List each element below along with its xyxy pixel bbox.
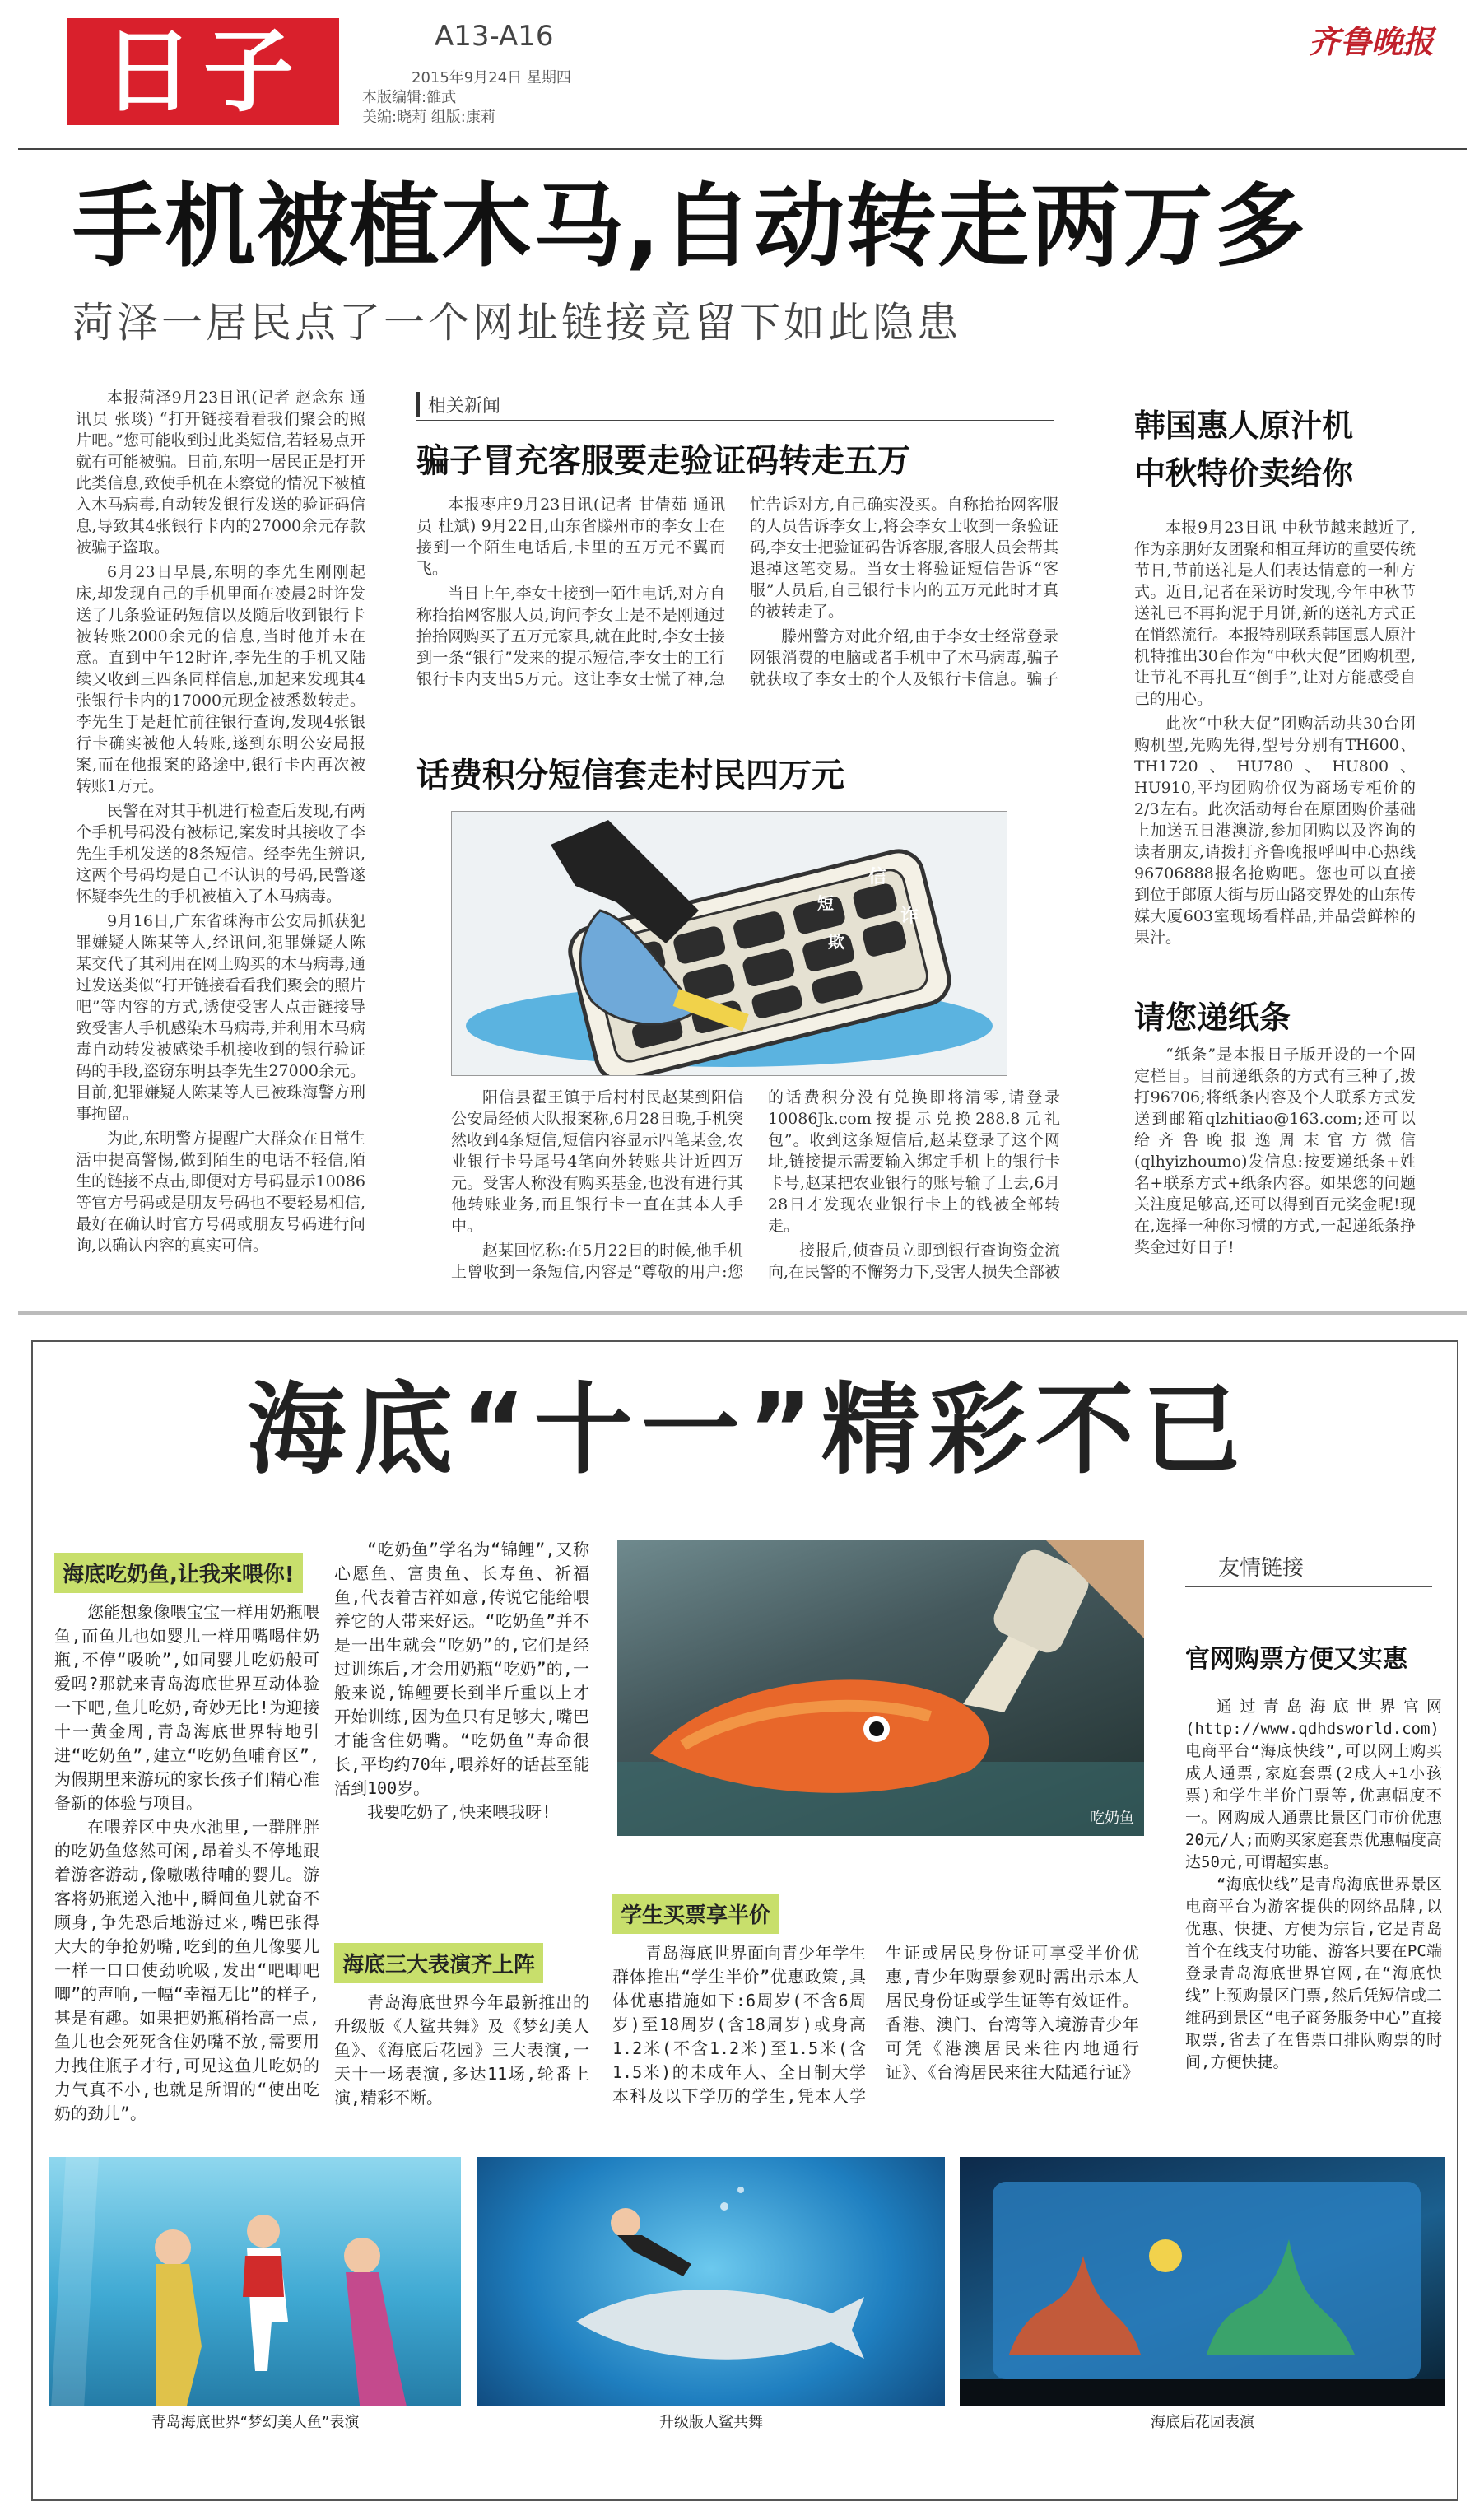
garden-photo — [960, 2157, 1445, 2437]
ad-section1-paragraph: 您能想象像喂宝宝一样用奶瓶喂鱼,而鱼儿也如婴儿一样用嘴喝住奶瓶,不停“吸吮”,如同婴儿吃奶般可爱吗?那就来青岛海底世界互动体验一下吧,鱼儿吃奶,奇妙无比!为迎接十一黄金周,青岛海底世界特地引进“吃奶鱼”,建立“吃奶鱼哺育区”,为假期里来游玩的家长孩子们精心准备新的体验与项目。 — [54, 1602, 319, 1813]
related-story2-headline: 话费积分短信套走村民四万元 — [416, 757, 844, 794]
story2-paragraph: 赵某回忆称:在5月22日的时候,他手机上曾收到一条短信,内容是“尊敬的用户:您的话费积分没有兑换即将清零,请登录10086Jk.com按提示兑换288.8元礼包”。收到这条短信后,赵某登录了这个网址,链接提示需要输入绑定手机上的银行卡卡号,赵某把农业银行的账号输了上去,6月28日才发现农业银行卡上的钱被全部转走。 — [451, 1088, 1060, 1281]
ad-section3-body — [612, 1941, 1139, 2129]
related-news-label: 相关新闻 — [416, 392, 500, 417]
cartoon-label-3: 欺 — [828, 932, 844, 952]
ad-section4-title: 官网购票方便又实惠 — [1185, 1645, 1407, 1674]
paper-name-logo: 齐鲁晚报 — [1309, 23, 1435, 60]
links-box — [1185, 1540, 1432, 1587]
ad-section1-title: 海底吃奶鱼,让我来喂你! — [54, 1553, 303, 1593]
lead-paragraph: 6月23日早晨,东明的李先生刚刚起床,却发现自己的手机里面在凌晨2时许发送了几条验证码短信以及随后收到银行卡被转账2000余元的信息,当时他并未在意。直到中午12时许,李先生的手机又陆续又收到三四条同样信息,加起来发现其4张银行卡内的17000元现金被悉数转走。李先生于是赶忙前往银行查询,发现4张银行卡确实被他人转账,遂到东明公安局报案,而在他报案的路途中,银行卡内再次被转账1万元。 — [76, 563, 365, 795]
ad-section1-paragraph: 在喂养区中央水池里,一群胖胖的吃奶鱼悠然可闲,昂着头不停地跟着游客游动,像嗷嗷待哺的婴儿。游客将奶瓶递入池中,瞬间鱼儿就奋不顾身,争先恐后地游过来,嘴巴张得大大的争抢奶嘴,吃到的鱼儿像婴儿一样一口口使劲吮吸,发出“吧唧吧唧”的声响,一幅“幸福无比”的样子,甚是有趣。如果把奶瓶稍抬高一点,鱼儿也会死死含住奶嘴不放,需要用力拽住瓶子才行,可见这鱼儿吃奶的力气真不小,也就是所谓的“使出吃奶的劲儿”。 — [54, 1817, 319, 2123]
fraud-cartoon-illustration — [452, 812, 1007, 1075]
page-design: 美编:晓莉 组版:康莉 — [362, 109, 495, 126]
right-story1-headline-1: 韩国惠人原汁机 — [1134, 408, 1354, 444]
section-logo-text: 日子 — [103, 19, 304, 124]
garden-illustration — [960, 2157, 1445, 2437]
lead-paragraph: 9月16日,广东省珠海市公安局抓获犯罪嫌疑人陈某等人,经讯问,犯罪嫌疑人陈某交代了其利用在网上购买的木马病毒,通过发送类似“打开链接看看我们聚会的照片吧”等内容的方式,诱使受害人点击链接导致受害人手机感染木马病毒,并利用木马病毒自动转发被感染手机接收到的银行验证码的手段,盗窃东明县李先生27000余元。目前,犯罪嫌疑人陈某等人已被珠海警方刑事拘留。 — [76, 912, 365, 1123]
mermaid-caption: 青岛海底世界“梦幻美人鱼”表演 — [49, 2406, 461, 2437]
shark-dance-photo — [477, 2157, 945, 2437]
fraud-cartoon — [451, 811, 1007, 1076]
right-story2-paragraph: “纸条”是本报日子版开设的一个固定栏目。目前递纸条的方式有三种了,拨打96706;将纸条内容及个人联系方式发送到邮箱qlzhitiao@163.com;还可以给齐鲁晚报逸周末官方微信(qlhyizhoumo)发信息:按要递纸条+姓名+联系方式+纸条内容。如果您的问题关注度足够高,还可以得到百元奖金呢!现在,选择一种你习惯的方式,一起递纸条挣奖金过好日子! — [1134, 1046, 1416, 1256]
garden-caption: 海底后花园表演 — [960, 2406, 1445, 2437]
right-story1-paragraph: 本报9月23日讯 中秋节越来越近了,作为亲朋好友团聚和相互拜访的重要传统节日,节前送礼是人们表达情意的一种方式。近日,记者在采访时发现,今年中秋节送礼已不再拘泥于月饼,新的送礼方式正在悄然流行。本报特别联系韩国惠人原汁机特推出30台作为“中秋大促”团购机型,让节礼不再扎互“倒手”,让对方能感受自己的用心。 — [1134, 519, 1416, 708]
milk-fish-illustration — [617, 1540, 1144, 1836]
ad-section4-paragraph: 通过青岛海底世界官网(http://www.qdhdsworld.com)电商平台“海底快线”,可以网上购买成人通票,家庭套票(2成人+1小孩票)和学生半价门票等,优惠幅度不一。网购成人通票比景区门市价优惠20元/人;而购买家庭套票优惠幅度高达50元,可谓超实惠。 — [1185, 1698, 1442, 1871]
issue-date: 2015年9月24日 星期四 — [412, 69, 571, 86]
ad-section3-title: 学生买票享半价 — [612, 1894, 779, 1934]
related-label-rule — [416, 420, 1054, 421]
related-story2-body — [451, 1087, 1060, 1302]
story2-paragraph: 阳信县翟王镇于后村村民赵某到阳信公安局经侦大队报案称,6月28日晚,手机突然收到4条短信,短信内容显示四笔某金,农业银行卡号尾号4笔向外转账共计近四万元。受害人称没有购买基金,也没有进行其他转账业务,而且银行卡一直在其本人手中。 — [451, 1088, 743, 1235]
shark-dance-illustration — [477, 2157, 945, 2437]
ad-section1-col2 — [334, 1538, 589, 1917]
upper-section-divider — [18, 1311, 1467, 1315]
ad-section4-paragraph: “海底快线”是青岛海底世界景区电商平台为游客提供的网络品牌,以优惠、快捷、方便为宗旨,它是青岛首个在线支付功能、游客只要在PC端登录青岛海底世界官网,在“海底快线”上预购景区门票,然后凭短信或二维码到景区“电子商务服务中心”直接取票,省去了在售票口排队购票的时间,方便快捷。 — [1185, 1875, 1442, 2071]
right-story1-headline-2: 中秋特价卖给你 — [1134, 455, 1354, 491]
ad-section2-body — [334, 1991, 589, 2131]
ad-section3-paragraph: 青岛海底世界面向青少年学生群体推出“学生半价”优惠政策,具体优惠措施如下:6周岁(不含6周岁)至18周岁(含18周岁)或身高1.2米(不含1.2米)至1.5米(含1.5米)的未成年人、全日制大学本科及以下学历的学生,凭本人学生证或居民身份证可享受半价优惠,青少年购票参观时需出示本人居民身份证或学生证等有效证件。香港、澳门、台湾等入境游青少年可凭《港澳居民来往内地通行证》、《台湾居民来往大陆通行证》 — [612, 1943, 1139, 2106]
ad-section1-paragraph: “吃奶鱼”学名为“锦鲤”,又称心愿鱼、富贵鱼、长寿鱼、祈福鱼,代表着吉祥如意,传说它能给喂养它的人带来好运。“吃奶鱼”并不是一出生就会“吃奶”的,它们是经过训练后,才会用奶瓶“吃奶”的,一般来说,锦鲤要长到半斤重以上才开始训练,因为鱼只有足够大,嘴巴才能含住奶嘴。“吃奶鱼”寿命很长,平均约70年,喂养好的话甚至能活到100岁。 — [334, 1540, 589, 1798]
section-logo — [67, 18, 339, 125]
story1-paragraph: 当日上午,李女士接到一陌生电话,对方自称抬抬网客服人员,询问李女士是不是刚通过抬抬网购买了五万元家具,就在此时,李女士接到一条“银行”发来的提示短信,李女士的工行银行卡内支出5万元。这让李女士慌了神,急忙告诉对方,自己确实没买。自称抬抬网客服的人员告诉李女士,将会李女士收到一条验证码,李女士把验证码告诉客服,客服人员会帮其退掉这笔交易。当女士将验证短信告诉“客服”人员后,自己银行卡内的五万元此时才真的被转走了。 — [416, 496, 1058, 688]
right-story1-paragraph: 此次“中秋大促”团购活动共30台团购机型,先购先得,型号分别有TH600、TH1720、HU780、HU800、HU910,平均团购价仅为商场专柜价的2/3左右。此次活动每台在原团购价基础上加送五日港澳游,参加团购以及咨询的读者朋友,请拨打齐鲁晚报呼叫中心热线96706888报名抢购吧。您也可以直接到位于郎原大街与历山路交界处的山东传媒大厦603室现场看样品,并品尝鲜榨的果汁。 — [1134, 715, 1416, 947]
shark-dance-caption: 升级版人鲨共舞 — [477, 2406, 945, 2437]
ad-section2-title: 海底三大表演齐上阵 — [334, 1943, 543, 1983]
cartoon-label-1: 信 — [868, 867, 887, 887]
ad-section2-paragraph: 青岛海底世界今年最新推出的升级版《人鲨共舞》及《梦幻美人鱼》、《海底后花园》三大表演,一天十一场表演,多达11场,轮番上演,精彩不断。 — [334, 1992, 589, 2108]
story1-paragraph: 滕州警方对此介绍,由于李女士经常登录网银消费的电脑或者手机中了木马病毒,骗子就获取了李女士的个人及银行卡信息。骗子 — [750, 627, 1058, 688]
right-story2-body — [1134, 1044, 1416, 1302]
lead-paragraph: 本报菏泽9月23日讯(记者 赵念东 通讯员 张琰) “打开链接看看我们聚会的照片吧。”您可能收到过此类短信,若轻易点开就有可能被骗。日前,东明一居民正是打开此类信息,致使手机在未察觉的情况下被植入木马病毒,自动转发银行发送的验证码信息,导致其4张银行卡内的27000余元存款被骗子盗取。 — [76, 389, 365, 557]
page-editor: 本版编辑:雒武 — [362, 89, 457, 106]
ad-headline: 海底“十一”精彩不已 — [247, 1373, 1249, 1488]
links-label: 友情链接 — [1218, 1556, 1305, 1581]
lead-body — [76, 387, 365, 1302]
related-story1-body — [416, 494, 1058, 710]
lead-headline: 手机被植木马,自动转走两万多 — [72, 174, 1307, 279]
lead-subhead: 菏泽一居民点了一个网址链接竟留下如此隐患 — [72, 299, 961, 347]
page-range: A13-A16 — [435, 20, 554, 53]
right-story2-headline: 请您递纸条 — [1134, 999, 1291, 1036]
cartoon-label-4: 诈 — [900, 906, 919, 927]
mermaid-illustration — [49, 2157, 461, 2437]
cartoon-label-2: 短 — [817, 893, 834, 913]
lead-paragraph: 为此,东明警方提醒广大群众在日常生活中提高警惕,做到陌生的电话不轻信,陌生的链接不点击,即便对方号码显示10086等官方号码或是朋友号码也不要轻易相信,最好在确认时官方号码或朋友号码进行问询,以确认内容的真实可信。 — [76, 1130, 365, 1255]
masthead-divider — [18, 148, 1467, 150]
milk-fish-photo — [617, 1540, 1144, 1836]
milk-fish-caption: 吃奶鱼 — [1090, 1810, 1134, 1827]
ad-section1-paragraph: 我要吃奶了,快来喂我呀! — [367, 1802, 552, 1822]
mermaid-photo — [49, 2157, 461, 2437]
story2-paragraph: 接报后,侦查员立即到银行查询资金流向,在民警的不懈努力下,受害人损失全部被 — [768, 1242, 1060, 1281]
related-story1-headline: 骗子冒充客服要走验证码转走五万 — [416, 442, 910, 480]
lead-paragraph: 民警在对其手机进行检查后发现,有两个手机号码没有被标记,案发时其接收了李先生手机发送的8条短信。经李先生辨识,这两个号码均是自己不认识的号码,民警遂怀疑李先生的手机被植入了木马病毒。 — [76, 802, 365, 906]
right-story1-body — [1134, 517, 1416, 962]
story1-paragraph: 本报枣庄9月23日讯(记者 甘倩茹 通讯员 杜斌) 9月22日,山东省滕州市的李女士在接到一个陌生电话后,卡里的五万元不翼而飞。 — [416, 496, 725, 578]
ad-section4-body — [1185, 1696, 1442, 2124]
ad-section1-col1 — [54, 1600, 319, 2127]
